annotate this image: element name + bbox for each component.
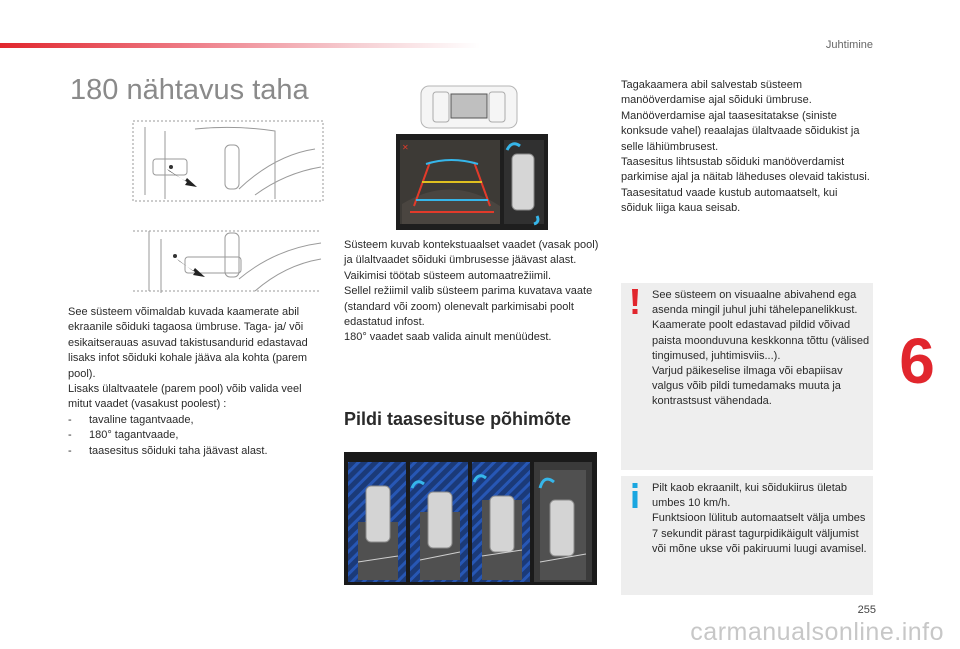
rear-camera-view-image xyxy=(396,134,548,230)
list-item: - tavaline tagantvaade, xyxy=(68,413,194,426)
header-accent-bar xyxy=(0,43,480,48)
svg-text:✕: ✕ xyxy=(402,143,409,152)
replay-text-column xyxy=(621,78,871,217)
paragraph: Funktsioon lülitub automaatselt välja umbes 7 sekundit pärast tagurpidikäigult väljumist või mõne ukse või pakiruumi luugi avamisel. xyxy=(652,512,867,555)
system-text-column xyxy=(344,238,600,346)
section-title: Juhtimine xyxy=(825,39,873,51)
page-number: 255 xyxy=(857,604,876,616)
paragraph: Vaikimisi töötab süsteem automaatrežiimil. xyxy=(344,269,552,282)
watermark: carmanualsonline.info xyxy=(690,618,944,646)
paragraph: See süsteem võimaldab kuvada kaamerate abil ekraanile sõiduki tagaosa ümbruse. Taga- ja/ või esikaitserauas asuvad takistusandurid edastavad lisaks infot sõiduki kohale jääva ala kohta (parem pool). xyxy=(68,306,308,380)
info-icon xyxy=(630,483,640,509)
list-item: - taasesitus sõiduki taha jäävast alast. xyxy=(68,444,268,457)
paragraph: Varjud päikeselise ilmaga või ebapiisav valgus võib pildi tumedamaks muuta ja kontrastsust vähendada. xyxy=(652,365,843,408)
paragraph: Sellel režiimil valib süsteem parima kuvatava vaate (standard või zoom) olenevalt parkimisabi poolt edastatud infost. xyxy=(344,285,593,329)
paragraph: See süsteem on visuaalne abivahend ega asenda mingil juhul juhi tähelepanelikkust. xyxy=(652,289,858,317)
dashboard-screen-illustration xyxy=(419,82,519,132)
paragraph: Taasesitus lihtsustab sõiduki manööverdamist parkimise ajal ja näitab läheduses olevaid takistusi. xyxy=(621,156,870,184)
paragraph: Lisaks ülaltvaatele (parem pool) võib valida veel mitut vaadet (vasakust poolest) : xyxy=(68,383,302,411)
chapter-number: 6 xyxy=(899,325,935,397)
intro-text-column xyxy=(68,305,326,459)
paragraph: Taasesitatud vaade kustub automaatselt, kui sõiduk liiga kaua seisab. xyxy=(621,186,838,215)
paragraph: Kaamerate poolt edastavad pildid võivad paista moonduvuna keskkonna tõttu (välised tingimused, juhtimisviis...). xyxy=(652,319,870,362)
section-heading: Pildi taasesituse põhimõte xyxy=(344,409,572,429)
page-title: 180 nähtavus taha xyxy=(70,74,309,106)
warning-box xyxy=(621,283,873,470)
paragraph: Süsteem kuvab kontekstuaalset vaadet (vasak pool) ja ülaltvaadet sõiduki ümbrusesse jäävast alast. xyxy=(344,239,599,267)
paragraph: Tagakaamera abil salvestab süsteem manööverdamise ajal sõiduki ümbruse. xyxy=(621,79,812,107)
info-box xyxy=(621,476,873,595)
exclamation-icon xyxy=(630,289,640,315)
paragraph: Manööverdamise ajal taasesitatakse (siniste konksude vahel) reaalajas ülaltvaade sõidukist ja selle lähiümbrusest. xyxy=(621,109,860,153)
list-item: - 180° tagantvaade, xyxy=(68,429,179,442)
paragraph: 180° vaadet saab valida ainult menüüdest. xyxy=(344,331,552,344)
paragraph: Pilt kaob ekraanilt, kui sõidukiirus ületab umbes 10 km/h. xyxy=(652,482,848,510)
replay-principle-image xyxy=(344,452,597,585)
van-rear-camera-illustration xyxy=(125,115,325,295)
